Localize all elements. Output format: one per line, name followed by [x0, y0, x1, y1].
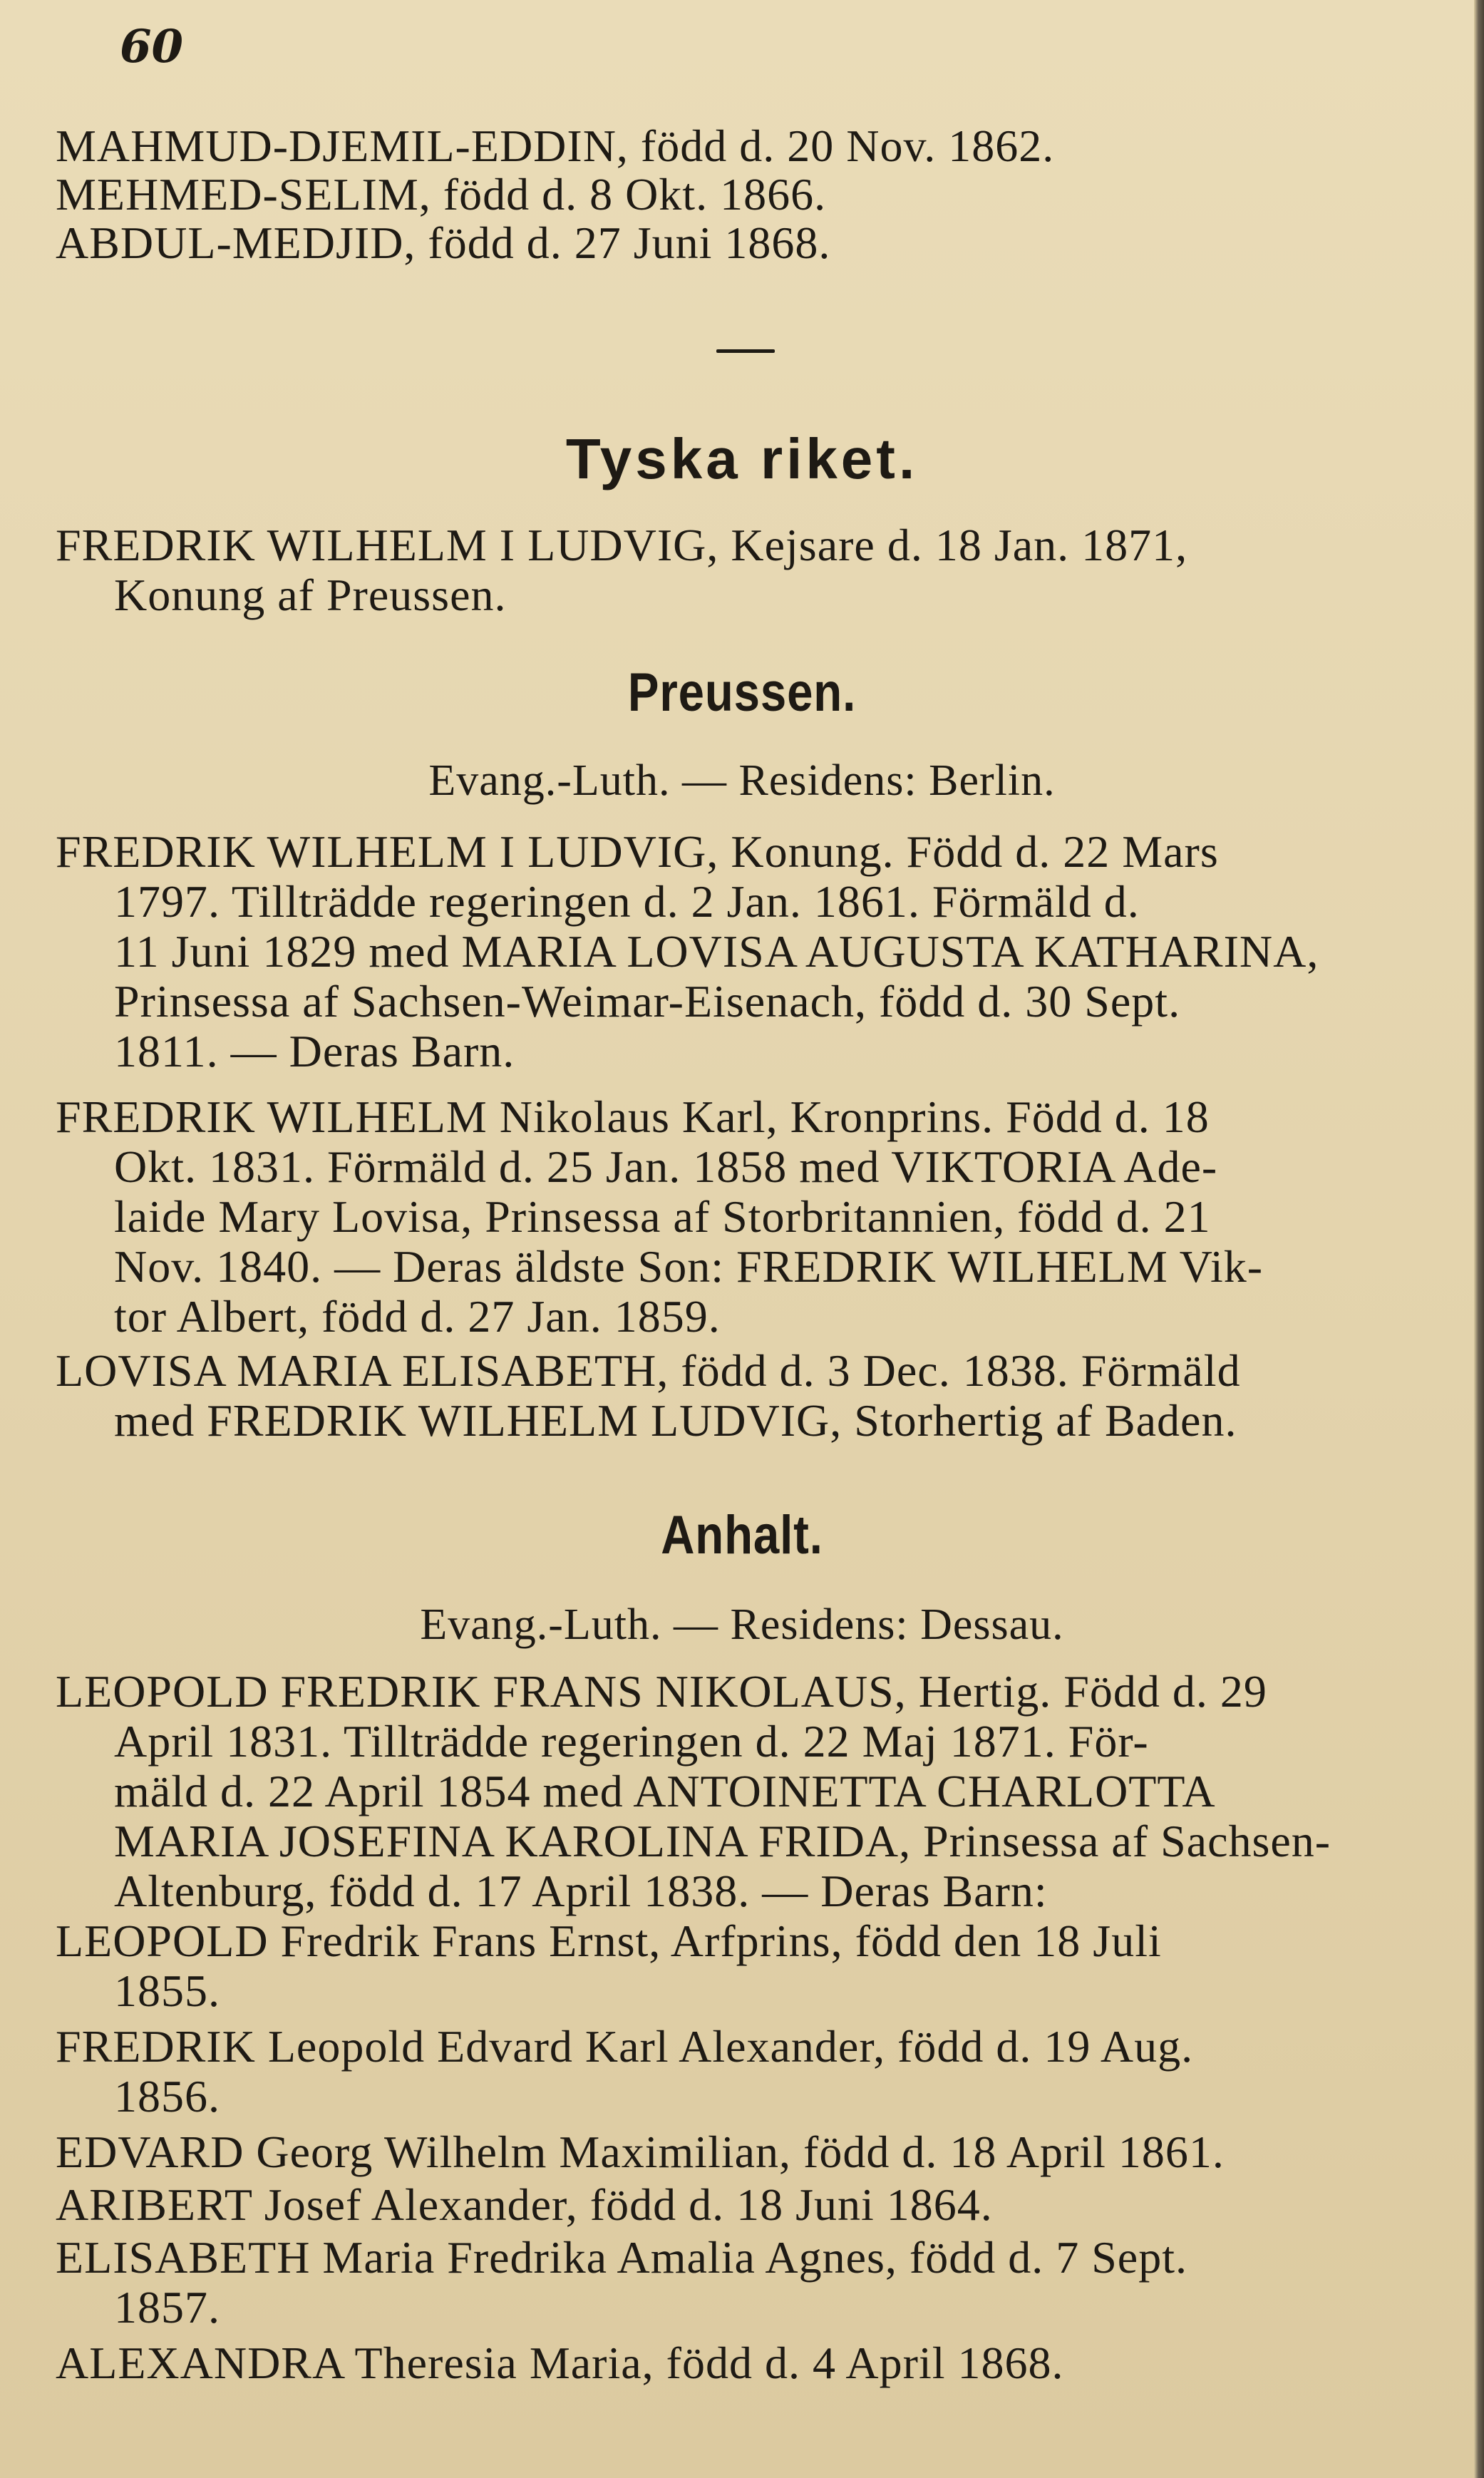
- text-line: 11 Juni 1829 med MARIA LOVISA AUGUSTA KATHARINA,: [114, 926, 1319, 977]
- text-line: EDVARD Georg Wilhelm Maximilian, född d. 18 April 1861.: [56, 2127, 1225, 2177]
- text-line: med FREDRIK WILHELM LUDVIG, Storhertig af Baden.: [114, 1395, 1237, 1446]
- text-line: Prinsessa af Sachsen-Weimar-Eisenach, född d. 30 Sept.: [114, 976, 1181, 1027]
- text-line: ELISABETH Maria Fredrika Amalia Agnes, född d. 7 Sept.: [56, 2232, 1187, 2283]
- text-line: MEHMED-SELIM, född d. 8 Okt. 1866.: [56, 169, 827, 220]
- section-title-anhalt: Anhalt.: [661, 1505, 823, 1566]
- text-line: ARIBERT Josef Alexander, född d. 18 Juni 1864.: [56, 2179, 993, 2230]
- text-line: Nov. 1840. — Deras äldste Son: FREDRIK WILHELM Vik-: [114, 1241, 1264, 1292]
- text-line: LOVISA MARIA ELISABETH, född d. 3 Dec. 1838. Förmäld: [56, 1345, 1241, 1396]
- text-line: Altenburg, född d. 17 April 1838. — Deras Barn:: [114, 1866, 1048, 1916]
- text-line: 1856.: [114, 2071, 220, 2122]
- text-line: 1855.: [114, 1965, 220, 2016]
- section-divider: [716, 349, 775, 353]
- text-line: MARIA JOSEFINA KAROLINA FRIDA, Prinsessa af Sachsen-: [114, 1816, 1331, 1866]
- text-line: FREDRIK Leopold Edvard Karl Alexander, född d. 19 Aug.: [56, 2021, 1194, 2072]
- section-title-preussen: Preussen.: [627, 662, 857, 723]
- text-line: FREDRIK WILHELM Nikolaus Karl, Kronprins. Född d. 18: [56, 1091, 1210, 1142]
- section-title-tyska: Tyska riket.: [565, 427, 919, 490]
- text-line: LEOPOLD FREDRIK FRANS NIKOLAUS, Hertig. Född d. 29: [56, 1666, 1267, 1717]
- text-line: April 1831. Tillträdde regeringen d. 22 Maj 1871. För-: [114, 1716, 1149, 1767]
- text-line: FREDRIK WILHELM I LUDVIG, Konung. Född d. 22 Mars: [56, 826, 1219, 877]
- text-line: 1811. — Deras Barn.: [114, 1026, 515, 1076]
- text-line: tor Albert, född d. 27 Jan. 1859.: [114, 1291, 721, 1342]
- text-line: Okt. 1831. Förmäld d. 25 Jan. 1858 med VIKTORIA Ade-: [114, 1141, 1218, 1192]
- text-line: 1797. Tillträdde regeringen d. 2 Jan. 1861. Förmäld d.: [114, 876, 1140, 927]
- text-line: ALEXANDRA Theresia Maria, född d. 4 April 1868.: [56, 2338, 1064, 2388]
- text-line: mäld d. 22 April 1854 med ANTOINETTA CHARLOTTA: [114, 1766, 1216, 1816]
- text-line: FREDRIK WILHELM I LUDVIG, Kejsare d. 18 Jan. 1871,: [56, 520, 1188, 570]
- text-line: Konung af Preussen.: [114, 570, 507, 620]
- text-line: 1857.: [114, 2282, 220, 2333]
- text-line: MAHMUD-DJEMIL-EDDIN, född d. 20 Nov. 1862.: [56, 120, 1055, 171]
- section-subtitle-anhalt: Evang.-Luth. — Residens: Dessau.: [420, 1600, 1064, 1649]
- section-subtitle-preussen: Evang.-Luth. — Residens: Berlin.: [428, 756, 1056, 805]
- text-line: LEOPOLD Fredrik Frans Ernst, Arfprins, född den 18 Juli: [56, 1916, 1162, 1966]
- text-line: laide Mary Lovisa, Prinsessa af Storbritannien, född d. 21: [114, 1191, 1211, 1242]
- page-edge: [1474, 0, 1484, 2478]
- text-line: ABDUL-MEDJID, född d. 27 Juni 1868.: [56, 217, 831, 268]
- page-number: 60: [120, 20, 184, 73]
